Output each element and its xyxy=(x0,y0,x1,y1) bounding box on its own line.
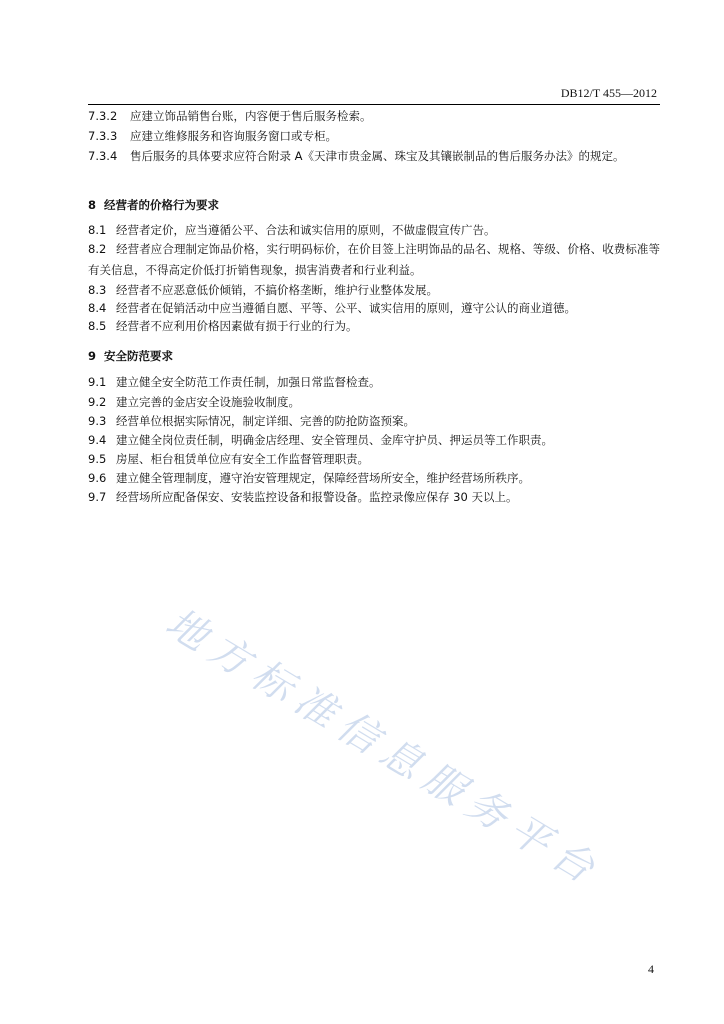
clause-text: 经营者不应利用价格因素做有损于行业的行为。 xyxy=(116,319,358,333)
clause-9-5 xyxy=(88,451,369,467)
section-9-heading xyxy=(88,348,173,364)
section-8-heading xyxy=(88,197,219,213)
clause-7-3-3 xyxy=(88,128,337,144)
clause-number: 7.3.2 xyxy=(88,109,118,123)
clause-8-2 xyxy=(88,239,660,281)
clause-text: 房屋、柜台租赁单位应有安全工作监督管理职责。 xyxy=(116,452,369,466)
clause-text: 建立健全岗位责任制，明确金店经理、安全管理员、金库守护员、押运员等工作职责。 xyxy=(116,433,553,447)
clause-text: 经营者定价，应当遵循公平、合法和诚实信用的原则，不做虚假宣传广告。 xyxy=(116,223,496,237)
clause-text: 经营者在促销活动中应当遵循自愿、平等、公平、诚实信用的原则，遵守公认的商业道德。 xyxy=(116,301,576,315)
clause-number: 8.1 xyxy=(88,223,107,237)
clause-9-2 xyxy=(88,394,300,410)
clause-7-3-4 xyxy=(88,146,660,167)
watermark-text: 地方标准信息服务平台 xyxy=(157,599,610,897)
page-number: 4 xyxy=(648,962,654,976)
clause-text: 经营者不应恶意低价倾销，不搞价格垄断，维护行业整体发展。 xyxy=(116,283,438,297)
clause-9-3 xyxy=(88,413,415,429)
clause-number: 9.6 xyxy=(88,471,107,485)
clause-text: 售后服务的具体要求应符合附录 A《天津市贵金属、珠宝及其镶嵌制品的售后服务办法》的规定。 xyxy=(130,149,625,163)
clause-text: 经营单位根据实际情况，制定详细、完善的防抢防盗预案。 xyxy=(116,414,415,428)
clause-9-6 xyxy=(88,470,530,486)
clause-number: 7.3.4 xyxy=(88,149,118,163)
section-number: 9 xyxy=(88,349,97,363)
clause-8-1 xyxy=(88,222,496,238)
clause-9-1 xyxy=(88,374,381,390)
clause-number: 7.3.3 xyxy=(88,129,118,143)
clause-number: 8.4 xyxy=(88,301,107,315)
clause-text: 建立健全安全防范工作责任制，加强日常监督检查。 xyxy=(116,375,381,389)
clause-text: 应建立维修服务和咨询服务窗口或专柜。 xyxy=(130,129,337,143)
clause-text: 经营场所应配备保安、安装监控设备和报警设备。监控录像应保存 30 天以上。 xyxy=(116,490,518,504)
clause-text: 建立健全管理制度，遵守治安管理规定，保障经营场所安全，维护经营场所秩序。 xyxy=(116,471,530,485)
clause-number: 9.4 xyxy=(88,433,107,447)
clause-number: 9.2 xyxy=(88,395,107,409)
clause-8-4 xyxy=(88,300,576,316)
standard-code: DB12/T 455—2012 xyxy=(560,86,657,100)
clause-number: 9.5 xyxy=(88,452,107,466)
clause-8-5 xyxy=(88,318,358,334)
section-title: 安全防范要求 xyxy=(104,349,173,363)
clause-number: 9.3 xyxy=(88,414,107,428)
clause-7-3-2 xyxy=(88,108,372,124)
clause-9-7 xyxy=(88,489,517,505)
clause-text: 建立完善的金店安全设施验收制度。 xyxy=(116,395,300,409)
header-rule xyxy=(88,104,660,105)
clause-number: 8.5 xyxy=(88,319,107,333)
section-number: 8 xyxy=(88,198,97,212)
clause-8-3 xyxy=(88,282,438,298)
clause-9-4 xyxy=(88,432,553,448)
clause-text: 应建立饰品销售台账，内容便于售后服务检索。 xyxy=(130,109,372,123)
clause-number: 8.2 xyxy=(88,242,107,256)
clause-number: 9.7 xyxy=(88,490,107,504)
clause-number: 9.1 xyxy=(88,375,107,389)
section-title: 经营者的价格行为要求 xyxy=(104,198,219,212)
clause-number: 8.3 xyxy=(88,283,107,297)
clause-text: 经营者应合理制定饰品价格，实行明码标价，在价目签上注明饰品的品名、规格、等级、价格、收费标准等有关信息，不得高定价低打折销售现象，损害消费者和行业利益。 xyxy=(88,242,660,277)
